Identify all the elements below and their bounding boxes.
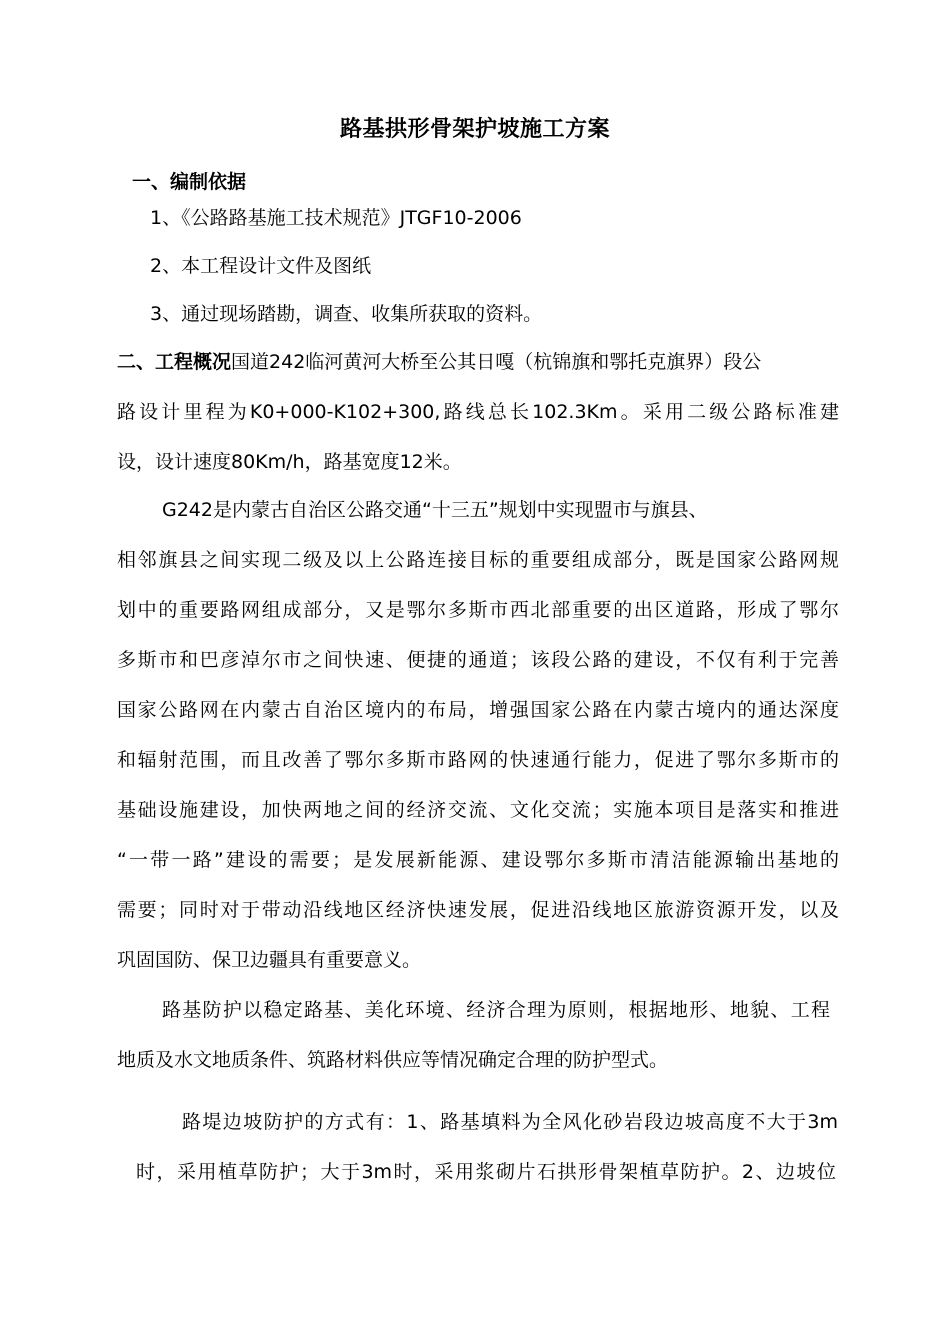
section2-heading: 二、工程概况 xyxy=(117,351,232,373)
paragraph-line: G242是内蒙古自治区公路交通“十三五”规划中实现盟市与旗县、 xyxy=(162,499,708,521)
section1-heading: 一、编制依据 xyxy=(132,171,247,193)
paragraph-line: 时，采用植草防护；大于3m时，采用浆砌片石拱形骨架植草防护。2、边坡位 xyxy=(136,1161,836,1183)
paragraph-line: 国道242临河黄河大桥至公其日嘎（杭锦旗和鄂托克旗界）段公 xyxy=(231,351,762,373)
paragraph-line: 巩固国防、保卫边疆具有重要意义。 xyxy=(117,949,422,971)
paragraph-line: 和辐射范围，而且改善了鄂尔多斯市路网的快速通行能力，促进了鄂尔多斯市的 xyxy=(117,749,839,771)
paragraph-line: 需要；同时对于带动沿线地区经济快速发展，促进沿线地区旅游资源开发，以及 xyxy=(117,899,839,921)
paragraph-line: 国家公路网在内蒙古自治区境内的布局，增强国家公路在内蒙古境内的通达深度 xyxy=(117,699,839,721)
paragraph-line: 设，设计速度80Km/h，路基宽度12米。 xyxy=(117,451,462,473)
document-title: 路基拱形骨架护坡施工方案 xyxy=(339,117,610,142)
reference-item: 3、通过现场踏勘，调查、收集所获取的资料。 xyxy=(150,303,543,325)
section2-first-line xyxy=(117,348,761,376)
paragraph-line: 基础设施建设，加快两地之间的经济交流、文化交流；实施本项目是落实和推进 xyxy=(117,799,839,821)
paragraph-line: 多斯市和巴彦淖尔市之间快速、便捷的通道；该段公路的建设，不仅有利于完善 xyxy=(117,649,839,671)
reference-item: 1、《公路路基施工技术规范》JTGF10-2006 xyxy=(150,207,522,229)
reference-item: 2、本工程设计文件及图纸 xyxy=(150,255,372,277)
paragraph-line: 路设计里程为K0+000-K102+300,路线总长102.3Km。采用二级公路标准建 xyxy=(117,401,839,423)
paragraph-line: “一带一路”建设的需要；是发展新能源、建设鄂尔多斯市清洁能源输出基地的 xyxy=(117,849,839,871)
paragraph-line: 划中的重要路网组成部分，又是鄂尔多斯市西北部重要的出区道路，形成了鄂尔 xyxy=(117,599,839,621)
paragraph-line: 路基防护以稳定路基、美化环境、经济合理为原则，根据地形、地貌、工程 xyxy=(162,999,830,1021)
paragraph-line: 相邻旗县之间实现二级及以上公路连接目标的重要组成部分，既是国家公路网规 xyxy=(117,549,839,571)
paragraph-line: 路堤边坡防护的方式有：1、路基填料为全风化砂岩段边坡高度不大于3m xyxy=(182,1111,838,1133)
paragraph-line: 地质及水文地质条件、筑路材料供应等情况确定合理的防护型式。 xyxy=(117,1049,669,1071)
